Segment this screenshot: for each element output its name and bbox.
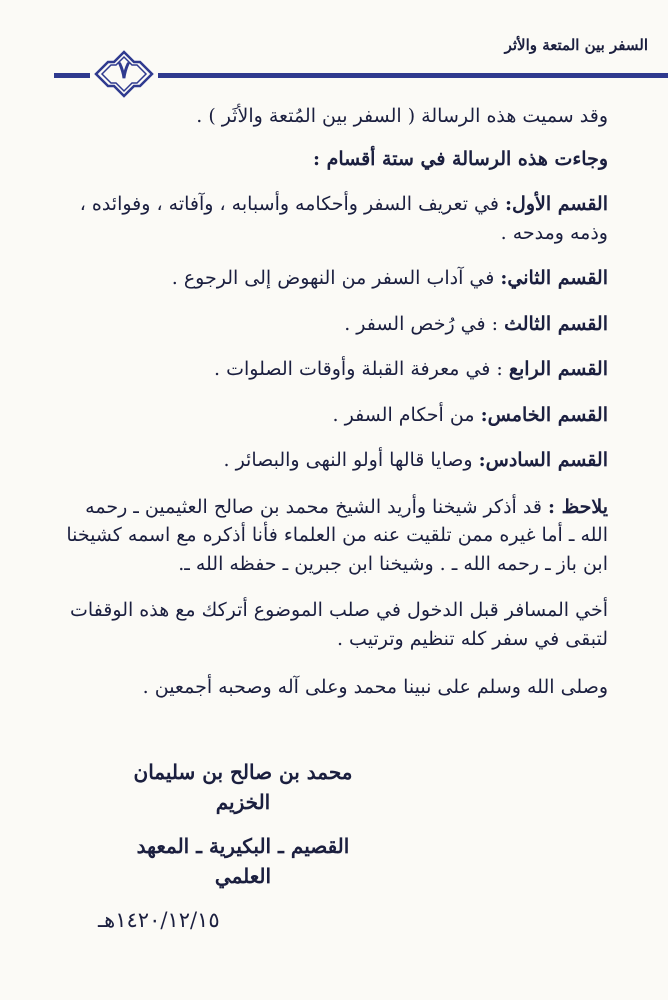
section-item — [58, 190, 608, 247]
section-label: القسم الأول: — [505, 193, 608, 215]
section-item — [58, 401, 608, 430]
intro-paragraph: وقد سميت هذه الرسالة ( السفر بين المُتعة والأثَر ) . — [196, 105, 608, 127]
section-text: : في رُخص السفر . — [344, 312, 505, 335]
page-header — [0, 0, 668, 110]
section-label: القسم الرابع — [508, 358, 608, 380]
page-body — [58, 102, 608, 936]
closing-prayer: وصلى الله وسلم على نبينا محمد وعلى آله وصحبه أجمعين . — [142, 676, 608, 698]
section-item — [58, 446, 608, 475]
author-name: محمد بن صالح بن سليمان الخزيم — [133, 759, 353, 814]
page-number: ٧ — [117, 55, 131, 84]
section-label: القسم الثالث — [504, 312, 608, 335]
note-paragraph — [58, 493, 608, 579]
section-text: : في معرفة القبلة وأوقات الصلوات . — [214, 358, 509, 380]
section-label: القسم الخامس: — [480, 403, 608, 426]
note-text: قد أذكر شيخنا وأريد الشيخ محمد بن صالح العثيمين ـ رحمه الله ـ أما غيره ممن تلقيت عنه من العلماء فأنا أذكره مع اسمه كشيخنا ابن باز ـ رحمه الله ـ . وشيخنا ابن جبرين ـ حفظه الله ـ. — [66, 495, 608, 575]
section-text: في آداب السفر من النهوض إلى الرجوع . — [171, 267, 501, 289]
section-item — [58, 310, 608, 339]
sections-intro: وجاءت هذه الرسالة في ستة أقسام : — [312, 147, 608, 170]
note-label: يلاحظ : — [547, 495, 608, 518]
running-title: السفر بين المتعة والأثر — [504, 36, 648, 54]
exhortation-paragraph: أخي المسافر قبل الدخول في صلب الموضوع أتركك مع هذه الوقفات لتبقى في سفر كله تنظيم وترتيب . — [70, 599, 608, 650]
signature-block — [108, 716, 608, 891]
section-text: من أحكام السفر . — [332, 403, 481, 426]
signature-inner — [108, 716, 378, 891]
signature-date: ١٤٢٠/١٢/١٥هـ — [98, 907, 220, 932]
section-text: وصايا قالها أولو النهى والبصائر . — [223, 449, 479, 471]
header-rule-left — [54, 73, 90, 78]
author-place: القصيم ـ البكيرية ـ المعهد العلمي — [136, 833, 350, 888]
signature-wrote — [0, 716, 378, 743]
header-rule-right — [158, 73, 668, 78]
section-label: القسم الثاني: — [500, 267, 608, 289]
section-text: في تعريف السفر وأحكامه وأسبابه ، وآفاته ، وفوائده ، وذمه ومدحه . — [79, 193, 608, 244]
section-item — [58, 355, 608, 384]
section-label: القسم السادس: — [478, 449, 608, 471]
section-item — [58, 264, 608, 293]
